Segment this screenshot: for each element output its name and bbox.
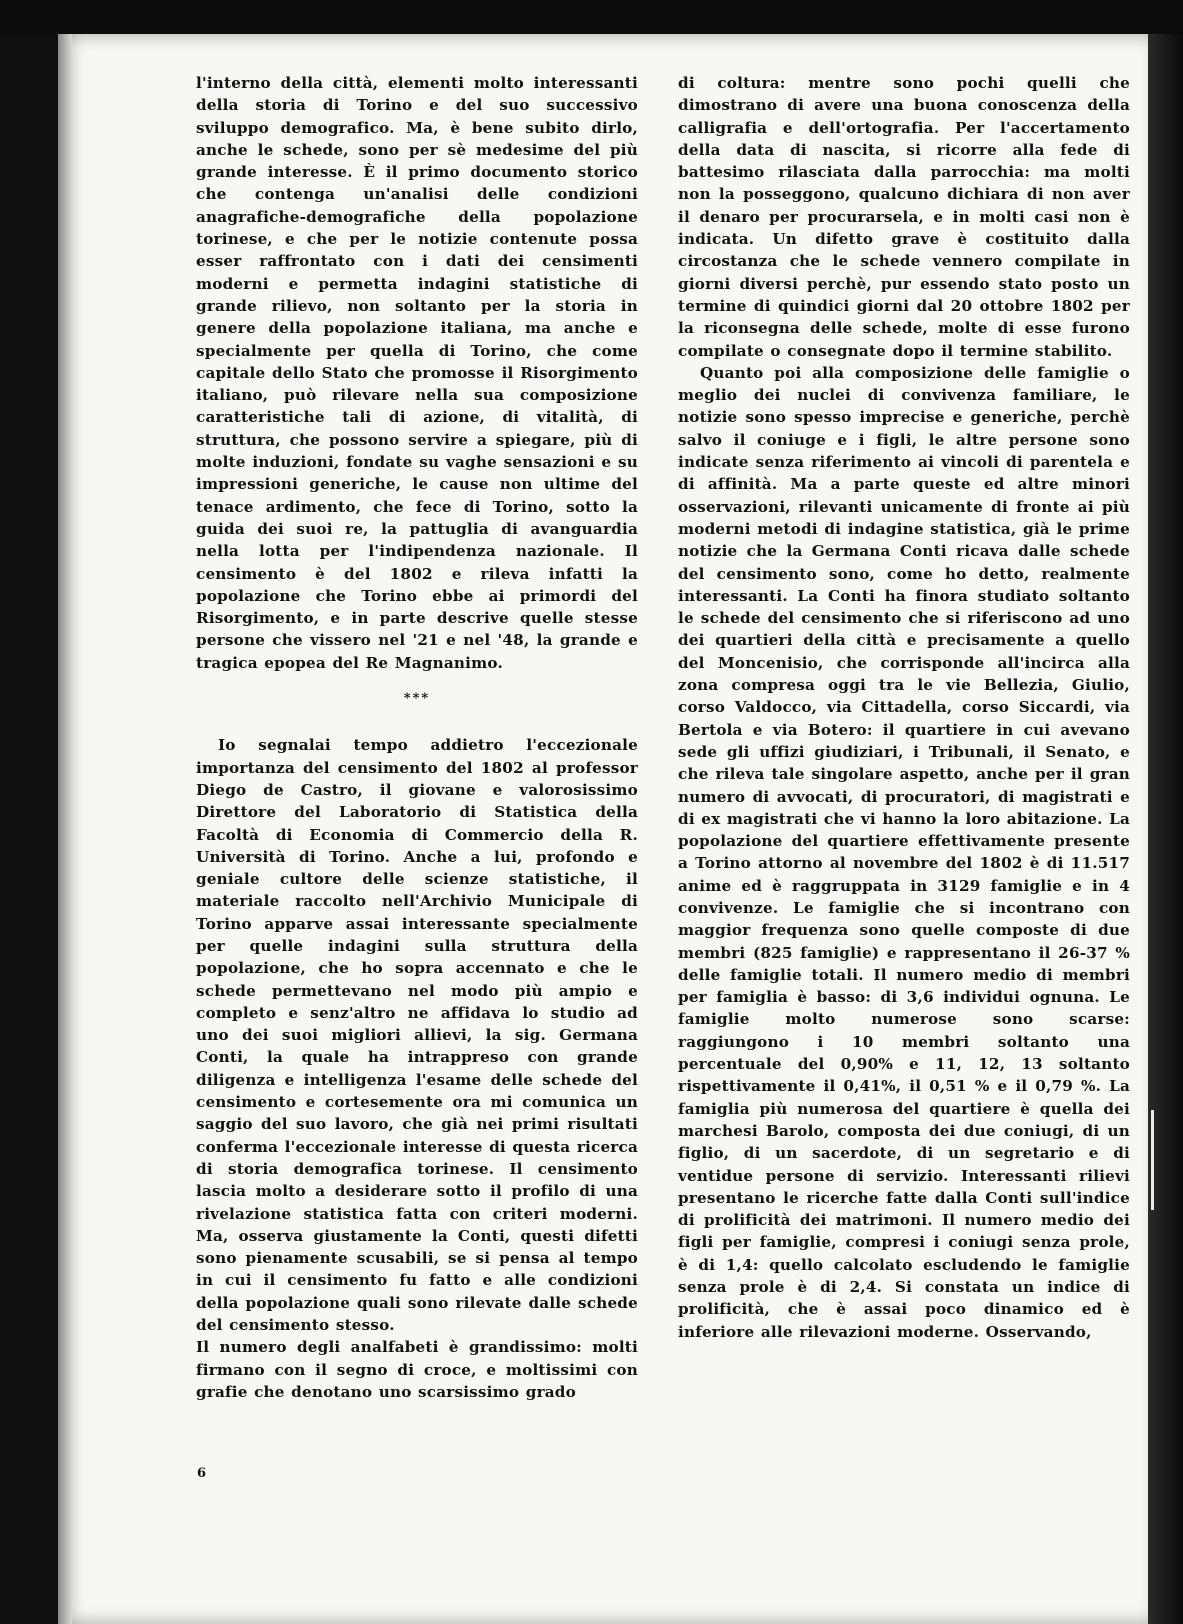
page-number: 6 [197,1466,207,1481]
page-right-border [1148,34,1183,1624]
page-edge-mark [1151,1110,1154,1210]
left-paragraph-2: Io segnalai tempo addietro l'eccezionale importanza del censimento del 1802 al professor Diego de Castro, il giovane e valorosissimo Direttore del Laboratorio di Statistica della Facoltà di Economia di Commercio della R. Università di Torino. Anche a lui, profondo e geniale cultore delle scienze statistiche, il materiale raccolto nell'Archivio Municipale di Torino apparve assai interessante specialmente per quelle indagini sulla struttura della popolazione, che ho sopra accennato e che le schede permettevano nel modo più ampio e completo e senz'altro ne affidava lo studio ad uno dei suoi migliori allievi, la sig. Germana Conti, la quale ha intrappreso con grande diligenza e intelligenza l'esame delle schede del censimento e cortesemente ora mi comunica un saggio del suo lavoro, che già nei primi risultati conferma l'eccezionale interesse di questa ricerca di storia demografica torinese. Il censimento lascia molto a desiderare sotto il profilo di una rivelazione statistica fatta con criteri moderni. Ma, osserva giustamente la Conti, questi difetti sono pienamente scusabili, se si pensa al tempo in cui il censimento fu fatto e alle condizioni della popolazione quali sono rilevate dalle schede del censimento stesso. [196,736,638,1335]
right-paragraph-1: di coltura: mentre sono pochi quelli che dimostrano di avere una buona conoscenza della calligrafia e dell'ortografia. Per l'accertamento della data di nascita, si ricorre alla fede di battesimo rilasciata dalla parrocchia: ma molti non la posseggono, qualcuno dichiara di non aver il denaro per procurarsela, e in molti casi non è indicata. Un difetto grave è costituito dalla circostanza che le schede vennero compilate in giorni diversi perchè, pur essendo stato posto un termine di quindici giorni dal 20 ottobre 1802 per la riconsegna delle schede, molte di esse furono compilate o consegnate dopo il termine stabilito. [678,74,1130,360]
right-paragraph-2: Quanto poi alla composizione delle famiglie o meglio dei nuclei di convivenza familiare, le notizie sono spesso imprecise e generiche, perchè salvo il coniuge e i figli, le altre persone sono indicate senza riferimento ai vincoli di parentela e di affinità. Ma a parte queste ed altre minori osservazioni, rilevanti unicamente di fronte ai più moderni metodi di indagine statistica, già le prime notizie che la Germana Conti ricava dalle schede del censimento sono, come ho detto, realmente interessanti. La Conti ha finora studiato soltanto le schede del censimento che si riferiscono ad uno dei quartieri della città e precisamente a quello del Moncenisio, che corrisponde all'incirca alla zona compresa oggi tra le vie Bellezia, Giulio, corso Valdocco, via Cittadella, corso Siccardi, via Bertola e via Botero: il quartiere in cui avevano sede gli uffizi giudiziari, i Tribunali, il Senato, e che rileva tale singolare aspetto, anche per il gran numero di avvocati, di procuratori, di magistrati e di ex magistrati che vi hanno la loro abitazione. La popolazione del quartiere effettivamente presente a Torino attorno al novembre del 1802 è di 11.517 anime ed è raggruppata in 3129 famiglie e in 4 convivenze. Le famiglie che si incontrano con maggior frequenza sono quelle composte di due membri (825 famiglie) e rappresentano il 26-37 % delle famiglie totali. Il numero medio di membri per famiglia è basso: di 3,6 individui ognuna. Le famiglie molto numerose sono scarse: raggiungono i 10 membri soltanto una percentuale del 0,90% e 11, 12, 13 soltanto rispettivamente il 0,41%, il 0,51 % e il 0,79 %. La famiglia più numerosa del quartiere è quella dei marchesi Barolo, composta dei due coniugi, di un figlio, di un sacerdote, di un segretario e di ventidue persone di servizio. Interessanti rilievi presentano le ricerche fatte dalla Conti sull'indice di prolificità dei matrimoni. Il numero medio dei figli per famiglie, compresi i coniugi senza prole, è di 1,4: quello calcolato escludendo le famiglie senza prole è di 2,4. Si constata un indice di prolificità, che è assai poco dinamico ed è inferiore alle rilevazioni moderne. Osservando, [678,363,1130,1341]
left-text-column [196,72,638,1403]
right-text-column [678,72,1130,1343]
section-separator: *** [403,691,431,707]
left-paragraph-3: Il numero degli analfabeti è grandissimo: molti firmano con il segno di croce, e moltissimi con grafie che denotano uno scarsissimo grado [196,1338,638,1401]
scan-top-border [0,0,1183,34]
left-paragraph-1: l'interno della città, elementi molto interessanti della storia di Torino e del suo successivo sviluppo demografico. Ma, è bene subito dirlo, anche le schede, sono per sè medesime del più grande interesse. È il primo documento storico che contenga un'analisi delle condizioni anagrafiche-demografiche della popolazione torinese, e che per le notizie contenute possa esser raffrontato con i dati dei censimenti moderni e permetta indagini statistiche di grande rilievo, non soltanto per la storia in genere della popolazione italiana, ma anche e specialmente per quella di Torino, che come capitale dello Stato che promosse il Risorgimento italiano, può rilevare nella sua composizione caratteristiche tali di azione, di vitalità, di struttura, che possono servire a spiegare, più di molte induzioni, fondate su vaghe sensazioni e su impressioni generiche, le cause non ultime del tenace ardimento, che fece di Torino, sotto la guida dei suoi re, la pattuglia di avanguardia nella lotta per l'indipendenza nazionale. Il censimento è del 1802 e rileva infatti la popolazione che Torino ebbe ai primordi del Risorgimento, e in parte descrive quelle stesse persone che vissero nel '21 e nel '48, la grande e tragica epopea del Re Magnanimo. [196,74,638,672]
book-gutter-shadow [58,34,72,1624]
